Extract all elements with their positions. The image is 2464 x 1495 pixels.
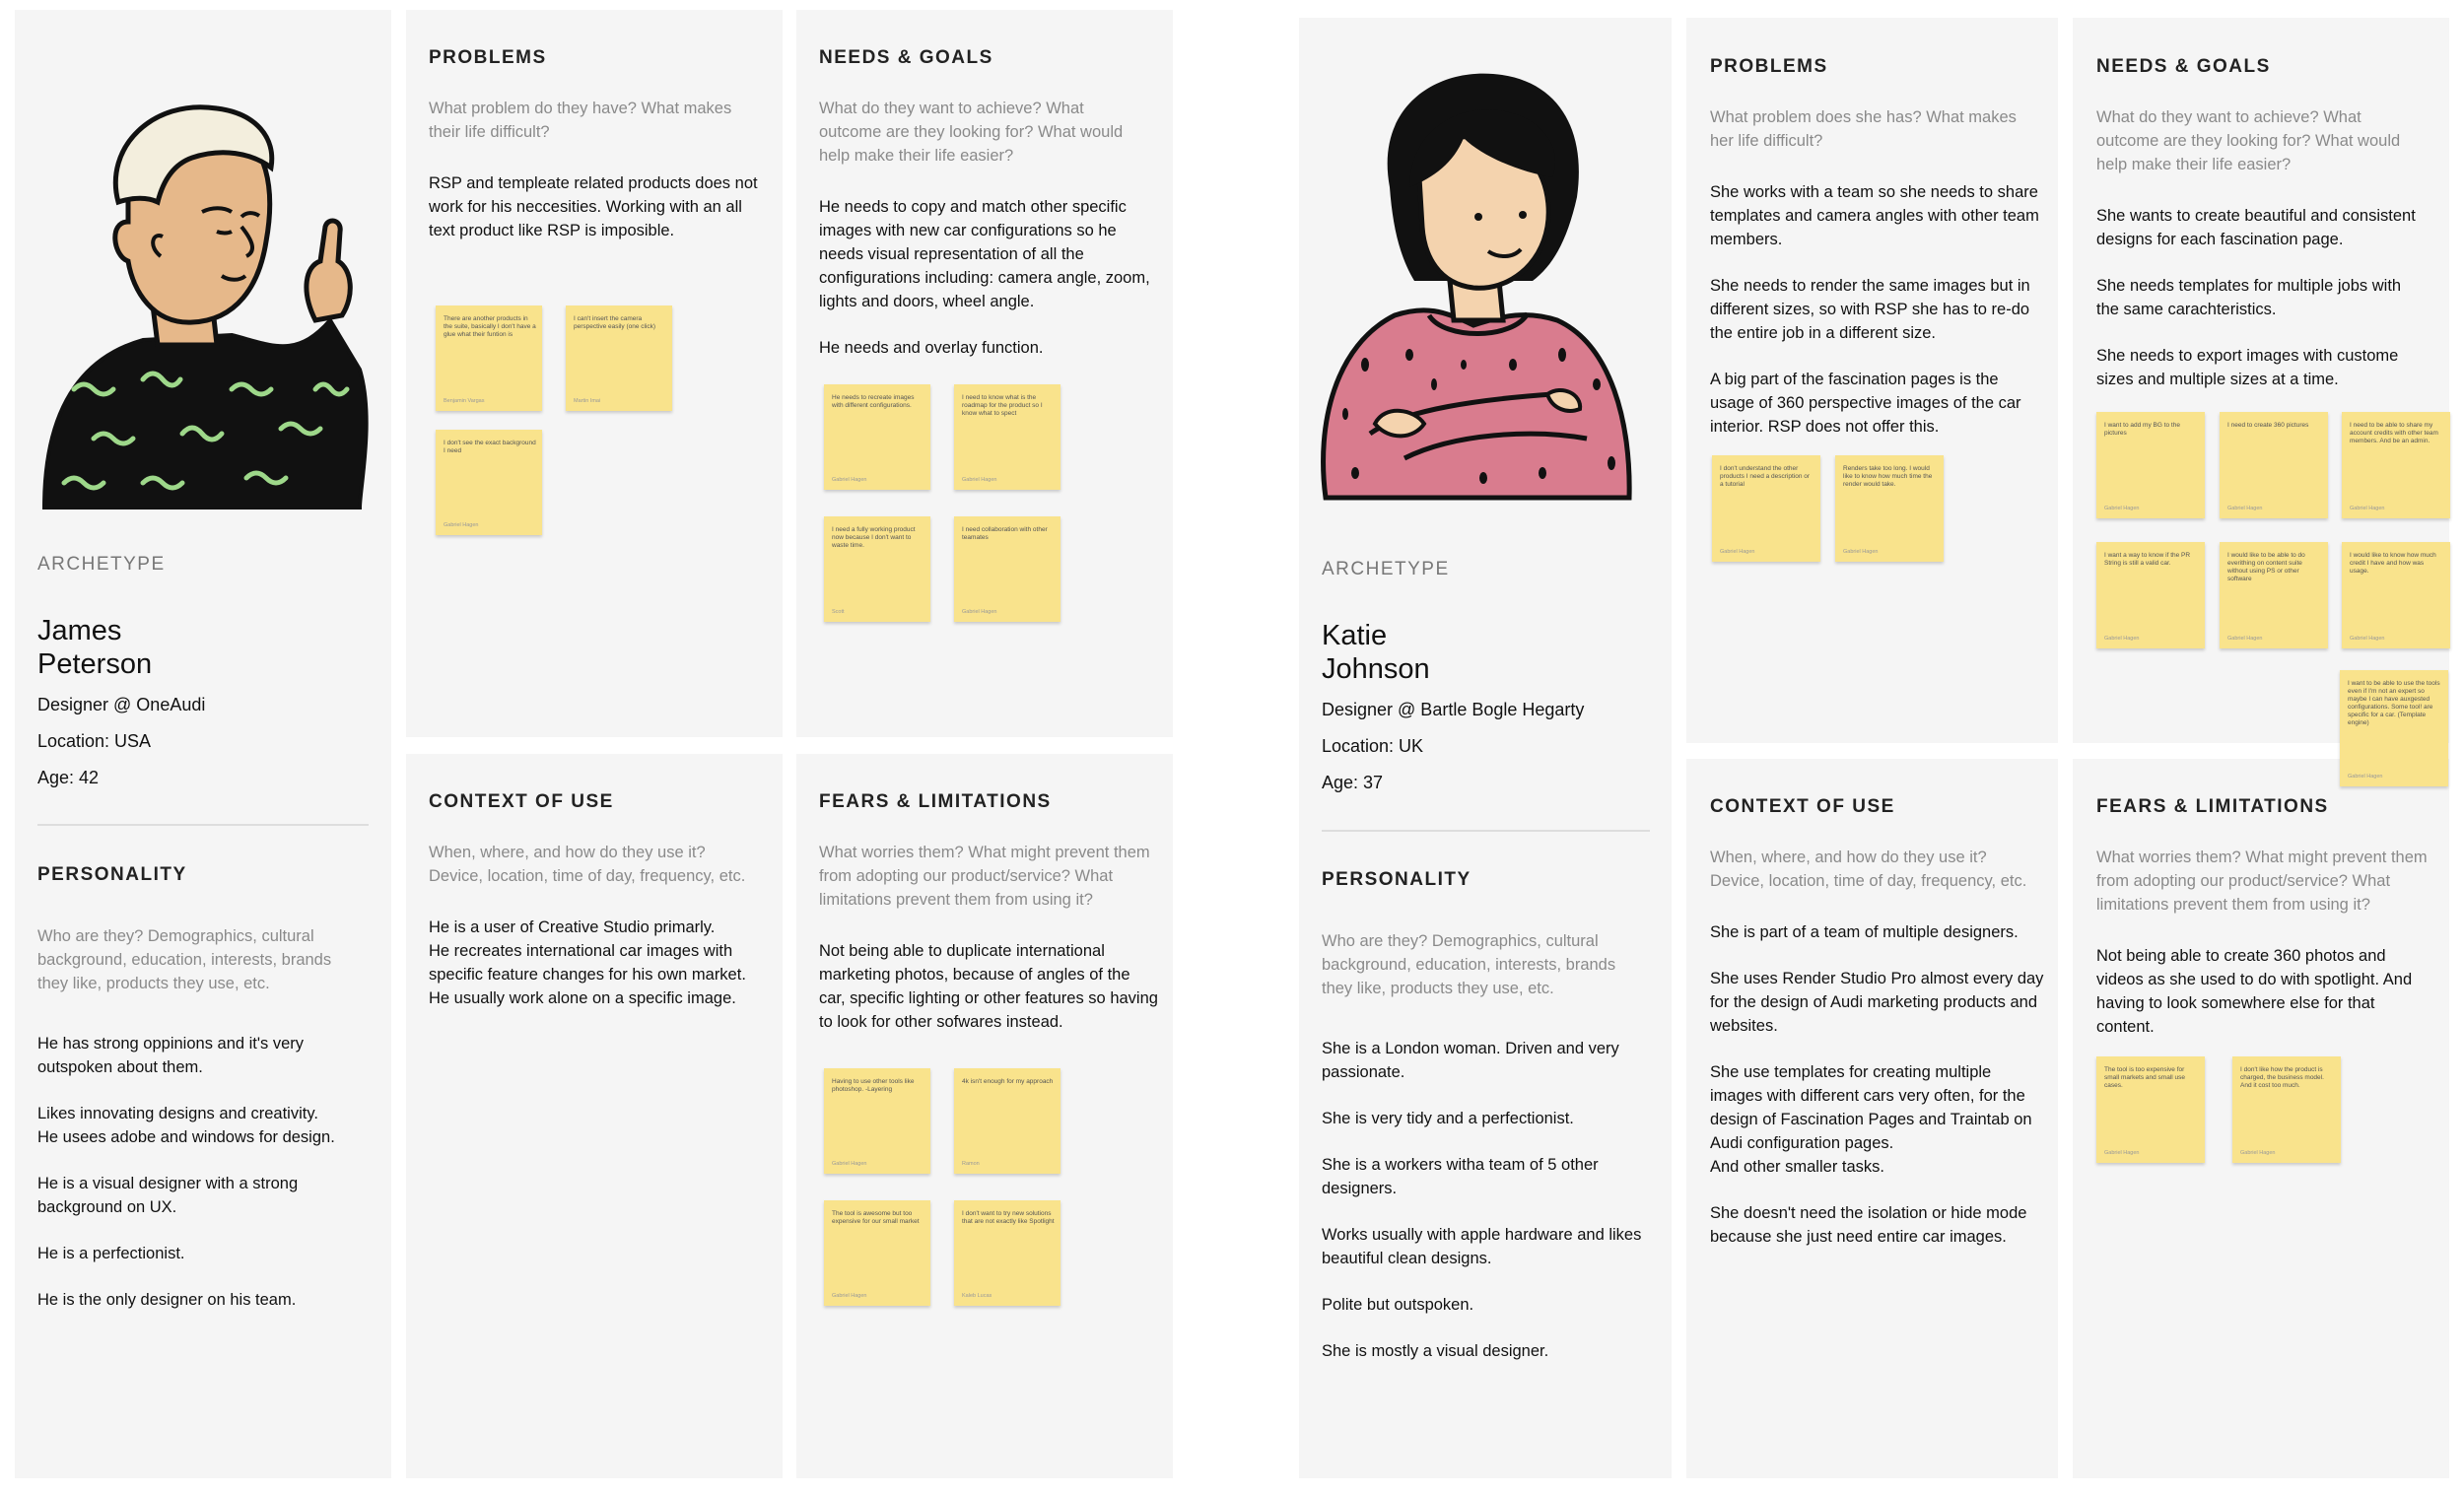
sticky-note[interactable] <box>2096 1056 2205 1163</box>
sticky-note-author: Gabriel Hagen <box>2348 774 2383 780</box>
sticky-note-text: I need to be able to share my account credits with other team members. And be an admin. <box>2350 422 2438 444</box>
persona-role: Designer @ OneAudi <box>37 695 206 714</box>
sticky-note[interactable] <box>1712 455 1820 562</box>
sticky-note-text: I want a way to know if the PR String is still a valid car. <box>2104 552 2191 567</box>
sticky-note[interactable] <box>2096 412 2205 518</box>
sticky-note-author: Benjamin Vargas <box>444 398 485 404</box>
context-of-use-heading: CONTEXT OF USE <box>429 791 614 812</box>
sticky-note-text: The tool is too expensive for small markets and small use cases. <box>2104 1066 2185 1089</box>
section-divider <box>1322 830 1650 832</box>
sticky-note[interactable] <box>2340 670 2448 786</box>
sticky-note[interactable] <box>2220 412 2328 518</box>
personality-question: Who are they? Demographics, cultural background, education, interests, brands they like, products they use, etc. <box>37 927 332 992</box>
context-of-use-question: When, where, and how do they use it? Device, location, time of day, frequency, etc. <box>429 844 746 885</box>
sticky-note-text: I don't want to try new solutions that are not exactly like Spotlight <box>962 1210 1055 1225</box>
sticky-note-text: I don't see the exact background I need <box>444 440 536 454</box>
sticky-note-author: Gabriel Hagen <box>962 609 997 615</box>
problems-heading: PROBLEMS <box>1710 56 1828 77</box>
sticky-note-author: Kaleb Lucas <box>962 1293 992 1299</box>
section-divider <box>37 824 369 826</box>
sticky-note-author: Gabriel Hagen <box>1843 549 1879 555</box>
problems-answer: RSP and templeate related products does not work for his neccesities. Working with an all text product like RSP is imposible. <box>429 174 758 239</box>
context-of-use-answers <box>429 916 769 1033</box>
needs-goals-answers <box>819 195 1154 382</box>
context-of-use-answer: He is a user of Creative Studio primarly. He recreates international car images with specific feature changes for his own market. He usually work alone on a specific image. <box>429 918 746 1007</box>
needs-goals-heading: NEEDS & GOALS <box>2096 56 2271 77</box>
context-of-use-question: When, where, and how do they use it? Device, location, time of day, frequency, etc. <box>1710 849 2027 890</box>
sticky-note-text: I would like to know how much credit I have and how was usage. <box>2350 552 2436 575</box>
fears-limitations-answer: Not being able to duplicate international marketing photos, because of angles of the car, specific lighting or other features so having to look for other sofwares instead. <box>819 942 1158 1031</box>
sticky-note[interactable] <box>824 384 930 490</box>
sticky-note[interactable] <box>954 1200 1061 1306</box>
sticky-note[interactable] <box>2220 542 2328 648</box>
fears-limitations-answer: Not being able to create 360 photos and videos as she used to do with spotlight. And having to look somewhere else for that content. <box>2096 947 2413 1036</box>
fears-limitations-answers <box>2096 944 2427 1061</box>
sticky-note-text: I want to add my BG to the pictures <box>2104 422 2180 437</box>
persona-name: James Peterson <box>37 615 153 680</box>
sticky-note-text: Having to use other tools like photoshop. -Layering <box>832 1078 915 1093</box>
context-of-use-answer: She is part of a team of multiple designers. <box>1710 923 2019 941</box>
sticky-note-text: I need collaboration with other teamates <box>962 526 1048 541</box>
sticky-note-author: Gabriel Hagen <box>444 522 479 528</box>
sticky-note-author: Martin Imai <box>574 398 601 404</box>
needs-goals-answer: She needs to export images with custome sizes and multiple sizes at a time. <box>2096 347 2399 388</box>
sticky-note-text: I can't insert the camera perspective easily (one click) <box>574 315 656 330</box>
sticky-note-author: Gabriel Hagen <box>2350 506 2385 511</box>
personality-answers <box>1322 1037 1647 1386</box>
sticky-note-text: I want to be able to use the tools even if I'm not an expert so maybe I can have auxgested configurations. Some tool! are specific for a car. (Template engine) <box>2348 680 2440 726</box>
sticky-note-author: Gabriel Hagen <box>832 1293 867 1299</box>
problems-answer: She works with a team so she needs to share templates and camera angles with other team members. <box>1710 183 2039 248</box>
personality-answer: She is a London woman. Driven and very passionate. <box>1322 1040 1619 1081</box>
persona-name: Katie Johnson <box>1322 620 1430 685</box>
needs-goals-question: What do they want to achieve? What outcome are they looking for? What would help make their life easier? <box>819 100 1124 165</box>
personality-answer: He is the only designer on his team. <box>37 1291 297 1309</box>
sticky-note[interactable] <box>436 306 542 411</box>
problems-question: What problem do they have? What makes their life difficult? <box>429 100 732 141</box>
sticky-note[interactable] <box>954 1068 1061 1174</box>
sticky-note-author: Ramon <box>962 1161 980 1167</box>
context-of-use-answer: She use templates for creating multiple images with different cars very often, for the design of Fascination Pages and Traintab on Audi configuration pages. And other smaller tasks. <box>1710 1063 2032 1176</box>
personality-heading: PERSONALITY <box>1322 869 1472 890</box>
sticky-note-text: I need to create 360 pictures <box>2227 422 2309 429</box>
persona-avatar-illustration <box>34 94 370 517</box>
sticky-note-author: Gabriel Hagen <box>2104 636 2140 642</box>
sticky-note-text: He needs to recreate images with different configurations. <box>832 394 915 409</box>
needs-goals-answers <box>2096 204 2427 414</box>
sticky-note-text: I need to know what is the roadmap for the product so I know what to spect <box>962 394 1043 417</box>
persona-role: Designer @ Bartle Bogle Hegarty <box>1322 700 1585 719</box>
persona-age: Age: 37 <box>1322 773 1384 792</box>
sticky-note-author: Gabriel Hagen <box>2227 636 2263 642</box>
persona-details <box>1322 692 1584 801</box>
personality-answer: Likes innovating designs and creativity. He usees adobe and windows for design. <box>37 1105 335 1146</box>
persona-avatar-illustration <box>1316 69 1641 503</box>
needs-goals-question: What do they want to achieve? What outcome are they looking for? What would help make their life easier? <box>2096 108 2401 173</box>
sticky-note[interactable] <box>566 306 672 411</box>
problems-answers <box>429 171 764 265</box>
archetype-label: ARCHETYPE <box>1322 559 1450 579</box>
personality-answer: Works usually with apple hardware and likes beautiful clean designs. <box>1322 1226 1642 1267</box>
sticky-note-text: I don't like how the product is charged, the business model. And it cost too much. <box>2240 1066 2324 1089</box>
fears-limitations-heading: FEARS & LIMITATIONS <box>819 791 1052 812</box>
problems-heading: PROBLEMS <box>429 47 547 68</box>
needs-goals-heading: NEEDS & GOALS <box>819 47 993 68</box>
sticky-note[interactable] <box>1835 455 1944 562</box>
personality-answer: He has strong oppinions and it's very outspoken about them. <box>37 1035 305 1076</box>
sticky-note[interactable] <box>436 430 542 535</box>
personality-answer: She is very tidy and a perfectionist. <box>1322 1110 1574 1127</box>
personality-answer: She is a workers witha team of 5 other designers. <box>1322 1156 1599 1197</box>
needs-goals-answer: He needs and overlay function. <box>819 339 1044 357</box>
personality-answer: She is mostly a visual designer. <box>1322 1342 1549 1360</box>
sticky-note[interactable] <box>2232 1056 2341 1163</box>
sticky-note-author: Gabriel Hagen <box>2227 506 2263 511</box>
personality-question: Who are they? Demographics, cultural background, education, interests, brands they like, products they use, etc. <box>1322 932 1616 997</box>
sticky-note-text: I would like to be able to do everithing on content suite without using PS or other software <box>2227 552 2305 582</box>
needs-goals-answer: He needs to copy and match other specific images with new car configurations so he needs visual representation of all the configurations including: camera angle, zoom, lights and doors, wheel angle. <box>819 198 1150 310</box>
personality-answer: He is a visual designer with a strong background on UX. <box>37 1175 299 1216</box>
persona-details <box>37 687 205 796</box>
sticky-note-text: The tool is awesome but too expensive for our small market <box>832 1210 920 1225</box>
problems-answer: A big part of the fascination pages is the usage of 360 perspective images of the car interior. RSP does not offer this. <box>1710 371 2021 436</box>
sticky-note-author: Gabriel Hagen <box>962 477 997 483</box>
sticky-note-author: Gabriel Hagen <box>2240 1150 2276 1156</box>
persona-age: Age: 42 <box>37 768 100 787</box>
sticky-note-author: Scott <box>832 609 845 615</box>
context-of-use-answer: She doesn't need the isolation or hide mode because she just need entire car images. <box>1710 1204 2027 1246</box>
sticky-note[interactable] <box>2342 542 2450 648</box>
needs-goals-answer: She needs templates for multiple jobs with the same carachteristics. <box>2096 277 2402 318</box>
fears-limitations-heading: FEARS & LIMITATIONS <box>2096 796 2329 817</box>
archetype-label: ARCHETYPE <box>37 554 166 575</box>
sticky-note[interactable] <box>2342 412 2450 518</box>
personality-answer: Polite but outspoken. <box>1322 1296 1474 1314</box>
sticky-note-author: Gabriel Hagen <box>832 1161 867 1167</box>
sticky-note[interactable] <box>954 516 1061 622</box>
context-of-use-answers <box>1710 920 2045 1271</box>
fears-limitations-answers <box>819 939 1159 1056</box>
personality-heading: PERSONALITY <box>37 864 187 885</box>
sticky-note-author: Gabriel Hagen <box>1720 549 1755 555</box>
persona-location: Location: USA <box>37 731 152 751</box>
problems-answer: She needs to render the same images but in different sizes, so with RSP she has to re-do the entire job in a different size. <box>1710 277 2030 342</box>
context-of-use-answer: She uses Render Studio Pro almost every day for the design of Audi marketing products and websites. <box>1710 970 2044 1035</box>
persona-location: Location: UK <box>1322 736 1424 756</box>
sticky-note-author: Gabriel Hagen <box>832 477 867 483</box>
personality-answer: He is a perfectionist. <box>37 1245 185 1262</box>
sticky-note[interactable] <box>824 1200 930 1306</box>
fears-limitations-question: What worries them? What might prevent them from adopting our product/service? What limitations prevent them from using it? <box>819 844 1150 909</box>
sticky-note[interactable] <box>954 384 1061 490</box>
sticky-note[interactable] <box>2096 542 2205 648</box>
sticky-note-author: Gabriel Hagen <box>2104 1150 2140 1156</box>
problems-answers <box>1710 180 2040 461</box>
sticky-note-text: There are another products in the suite, basically I don't have a glue what their funtion is <box>444 315 536 338</box>
personality-answers <box>37 1032 368 1334</box>
sticky-note-text: I don't understand the other products I need a description or a tutorial <box>1720 465 1811 488</box>
sticky-note-text: Renders take too long. I would like to know how much time the render would take. <box>1843 465 1933 488</box>
problems-question: What problem does she has? What makes her life difficult? <box>1710 108 2017 150</box>
sticky-note-text: I need a fully working product now because I don't want to waste time. <box>832 526 916 549</box>
sticky-note-author: Gabriel Hagen <box>2104 506 2140 511</box>
sticky-note[interactable] <box>824 1068 930 1174</box>
sticky-note[interactable] <box>824 516 930 622</box>
sticky-note-text: 4k isn't enough for my approach <box>962 1078 1054 1085</box>
needs-goals-answer: She wants to create beautiful and consistent designs for each fascination page. <box>2096 207 2416 248</box>
sticky-note-author: Gabriel Hagen <box>2350 636 2385 642</box>
context-of-use-heading: CONTEXT OF USE <box>1710 796 1895 817</box>
fears-limitations-question: What worries them? What might prevent them from adopting our product/service? What limitations prevent them from using it? <box>2096 849 2428 914</box>
